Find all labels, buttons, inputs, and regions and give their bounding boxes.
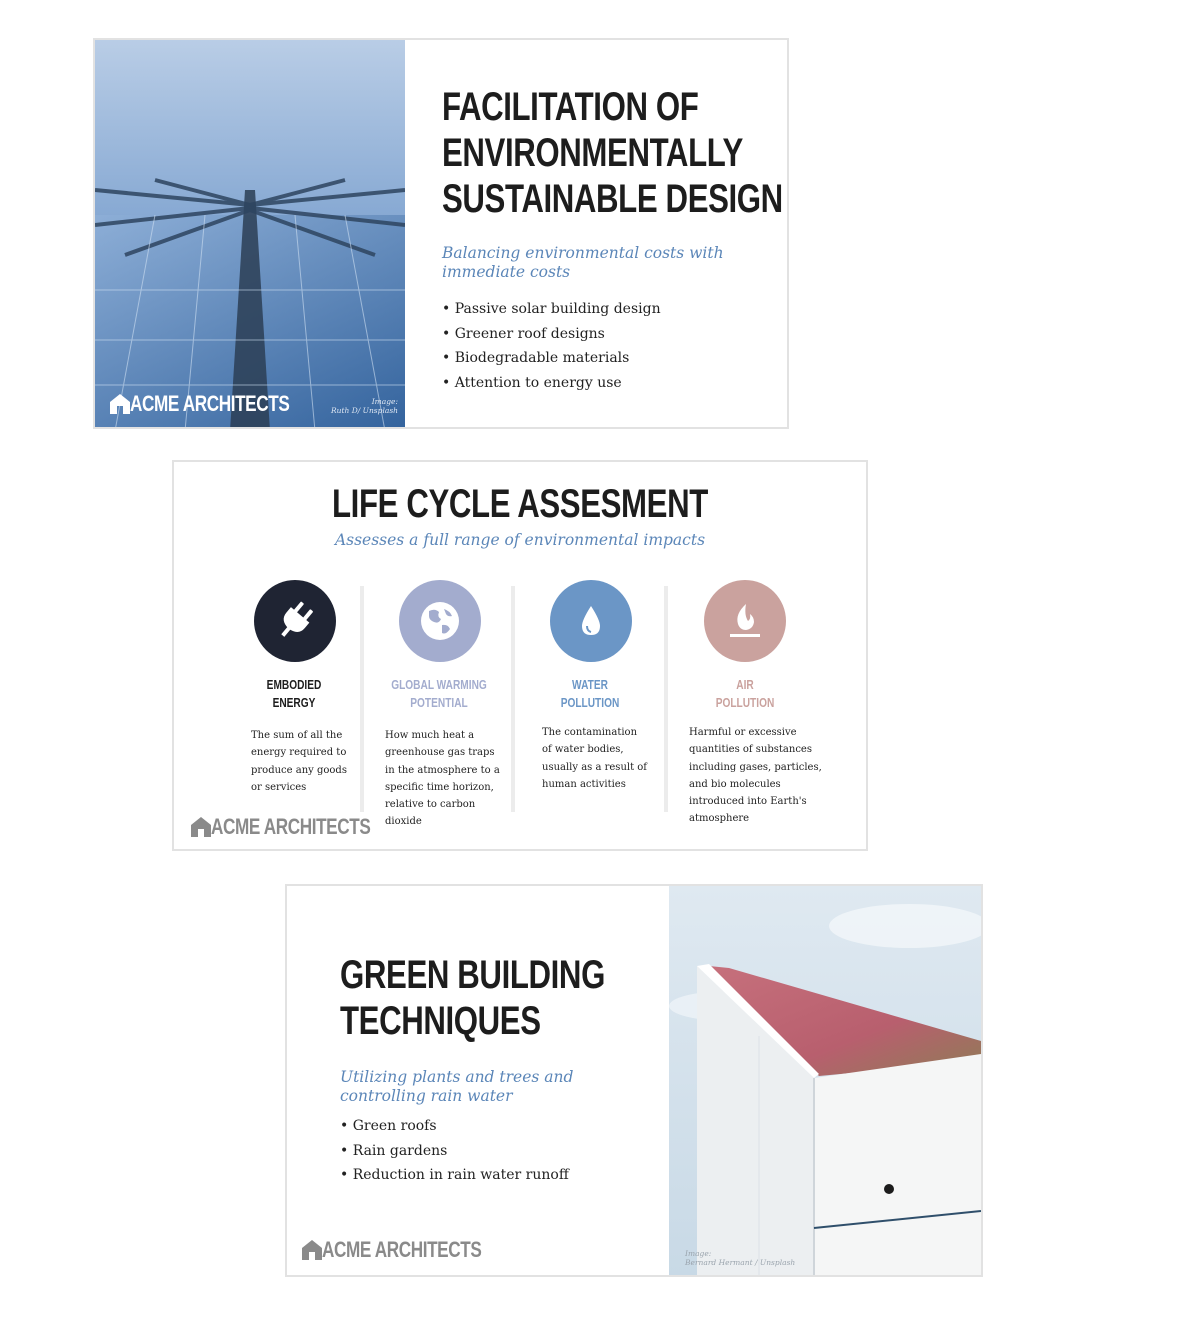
slide-text	[340, 952, 670, 1188]
slide-subtitle: Assesses a full range of environmental impacts	[334, 531, 706, 549]
slide-text	[442, 84, 783, 395]
description-line: in the atmosphere to a	[385, 764, 500, 776]
impact-label-line: WATER	[572, 677, 608, 692]
house-logo-icon	[191, 817, 211, 837]
title-line: TECHNIQUES	[340, 999, 541, 1043]
description-line: of water bodies,	[542, 744, 624, 756]
description-line: and bio molecules	[689, 778, 781, 790]
acme-logo	[302, 1237, 526, 1263]
slide-title	[340, 952, 670, 1044]
impact-column-global-warming	[369, 580, 509, 831]
logo-text: ACME ARCHITECTS	[322, 1237, 482, 1262]
globe-icon	[399, 580, 481, 662]
description-line: relative to carbon	[385, 799, 476, 811]
slide-green-building[interactable]	[285, 884, 983, 1277]
credit-source: Bernard Hermant / Unsplash	[685, 1258, 796, 1267]
impact-column-air-pollution	[675, 580, 835, 828]
credit-source: Ruth D/ Unsplash	[331, 406, 398, 415]
description-line: produce any goods	[251, 764, 347, 776]
image-credit	[685, 1249, 795, 1267]
impact-label-line: AIR	[736, 677, 754, 692]
title-line: GREEN BUILDING	[340, 953, 605, 997]
credit-label: Image:	[371, 397, 398, 406]
bullet-list	[442, 297, 772, 395]
description-line: quantities of substances	[689, 744, 812, 756]
house-logo-icon	[110, 394, 130, 414]
logo-text: ACME ARCHITECTS	[211, 814, 371, 839]
description-line: How much heat a	[385, 730, 475, 741]
description-line: greenhouse gas traps	[385, 747, 495, 759]
flame-icon	[704, 580, 786, 662]
bullet-item: • Green roofs	[340, 1118, 437, 1134]
logo-text: ACME ARCHITECTS	[130, 391, 290, 416]
description-line: dioxide	[385, 816, 422, 828]
impact-label-line: POLLUTION	[715, 694, 775, 710]
impact-label-line: ENERGY	[272, 694, 316, 710]
description-line: The sum of all the	[251, 730, 343, 741]
impact-label	[667, 676, 823, 711]
impact-label	[216, 676, 372, 711]
title-line: SUSTAINABLE DESIGN	[442, 177, 783, 221]
credit-label: Image:	[685, 1249, 712, 1258]
impact-column-water-pollution	[520, 580, 660, 793]
description-line: Harmful or excessive	[689, 727, 797, 738]
image-credit	[331, 397, 398, 415]
slide-title	[442, 84, 783, 222]
title-line: ENVIRONMENTALLY	[442, 131, 743, 175]
impact-label	[361, 676, 517, 711]
water-drop-icon	[550, 580, 632, 662]
impact-label-line: GLOBAL WARMING	[391, 677, 487, 692]
slide-life-cycle[interactable]	[172, 460, 868, 851]
description-line: atmosphere	[689, 813, 750, 825]
impact-column-embodied-energy	[224, 580, 364, 796]
slide-subtitle: Balancing environmental costs with immediate costs	[442, 244, 724, 281]
bullet-list	[340, 1114, 670, 1188]
bullet-item: • Greener roof designs	[442, 325, 605, 342]
description-line: including gases, particles,	[689, 761, 822, 773]
description-line: human activities	[542, 778, 626, 790]
bullet-item: • Reduction in rain water runoff	[340, 1167, 569, 1183]
green-roof-photo	[669, 886, 981, 1275]
impact-description	[542, 724, 660, 793]
bullet-item: • Attention to energy use	[442, 374, 622, 391]
slide-title	[174, 482, 866, 527]
impact-description	[251, 727, 364, 796]
building-facade-photo	[95, 40, 405, 427]
impact-label-line: POLLUTION	[560, 694, 620, 710]
impact-description	[689, 724, 835, 828]
description-line: energy required to	[251, 747, 347, 759]
bullet-item: • Biodegradable materials	[442, 350, 630, 366]
description-line: The contamination	[542, 727, 638, 738]
description-line: introduced into Earth's	[689, 796, 807, 808]
house-logo-icon	[302, 1240, 322, 1260]
description-line: specific time horizon,	[385, 781, 494, 793]
acme-logo	[110, 391, 334, 417]
bullet-item: • Rain gardens	[340, 1142, 448, 1159]
plug-icon	[254, 580, 336, 662]
impact-label-line: POTENTIAL	[410, 694, 468, 710]
impact-label-line: EMBODIED	[266, 677, 322, 692]
title-line: FACILITATION OF	[442, 85, 699, 129]
slide-sustainable-design[interactable]	[93, 38, 789, 429]
description-line: usually as a result of	[542, 761, 647, 773]
acme-logo	[191, 814, 415, 840]
impact-label	[512, 676, 668, 711]
slide-subtitle: Utilizing plants and trees and controlling rain water	[340, 1068, 574, 1105]
description-line: or services	[251, 781, 307, 793]
slide-title-text: LIFE CYCLE ASSESMENT	[332, 482, 708, 526]
bullet-item: • Passive solar building design	[442, 301, 661, 317]
